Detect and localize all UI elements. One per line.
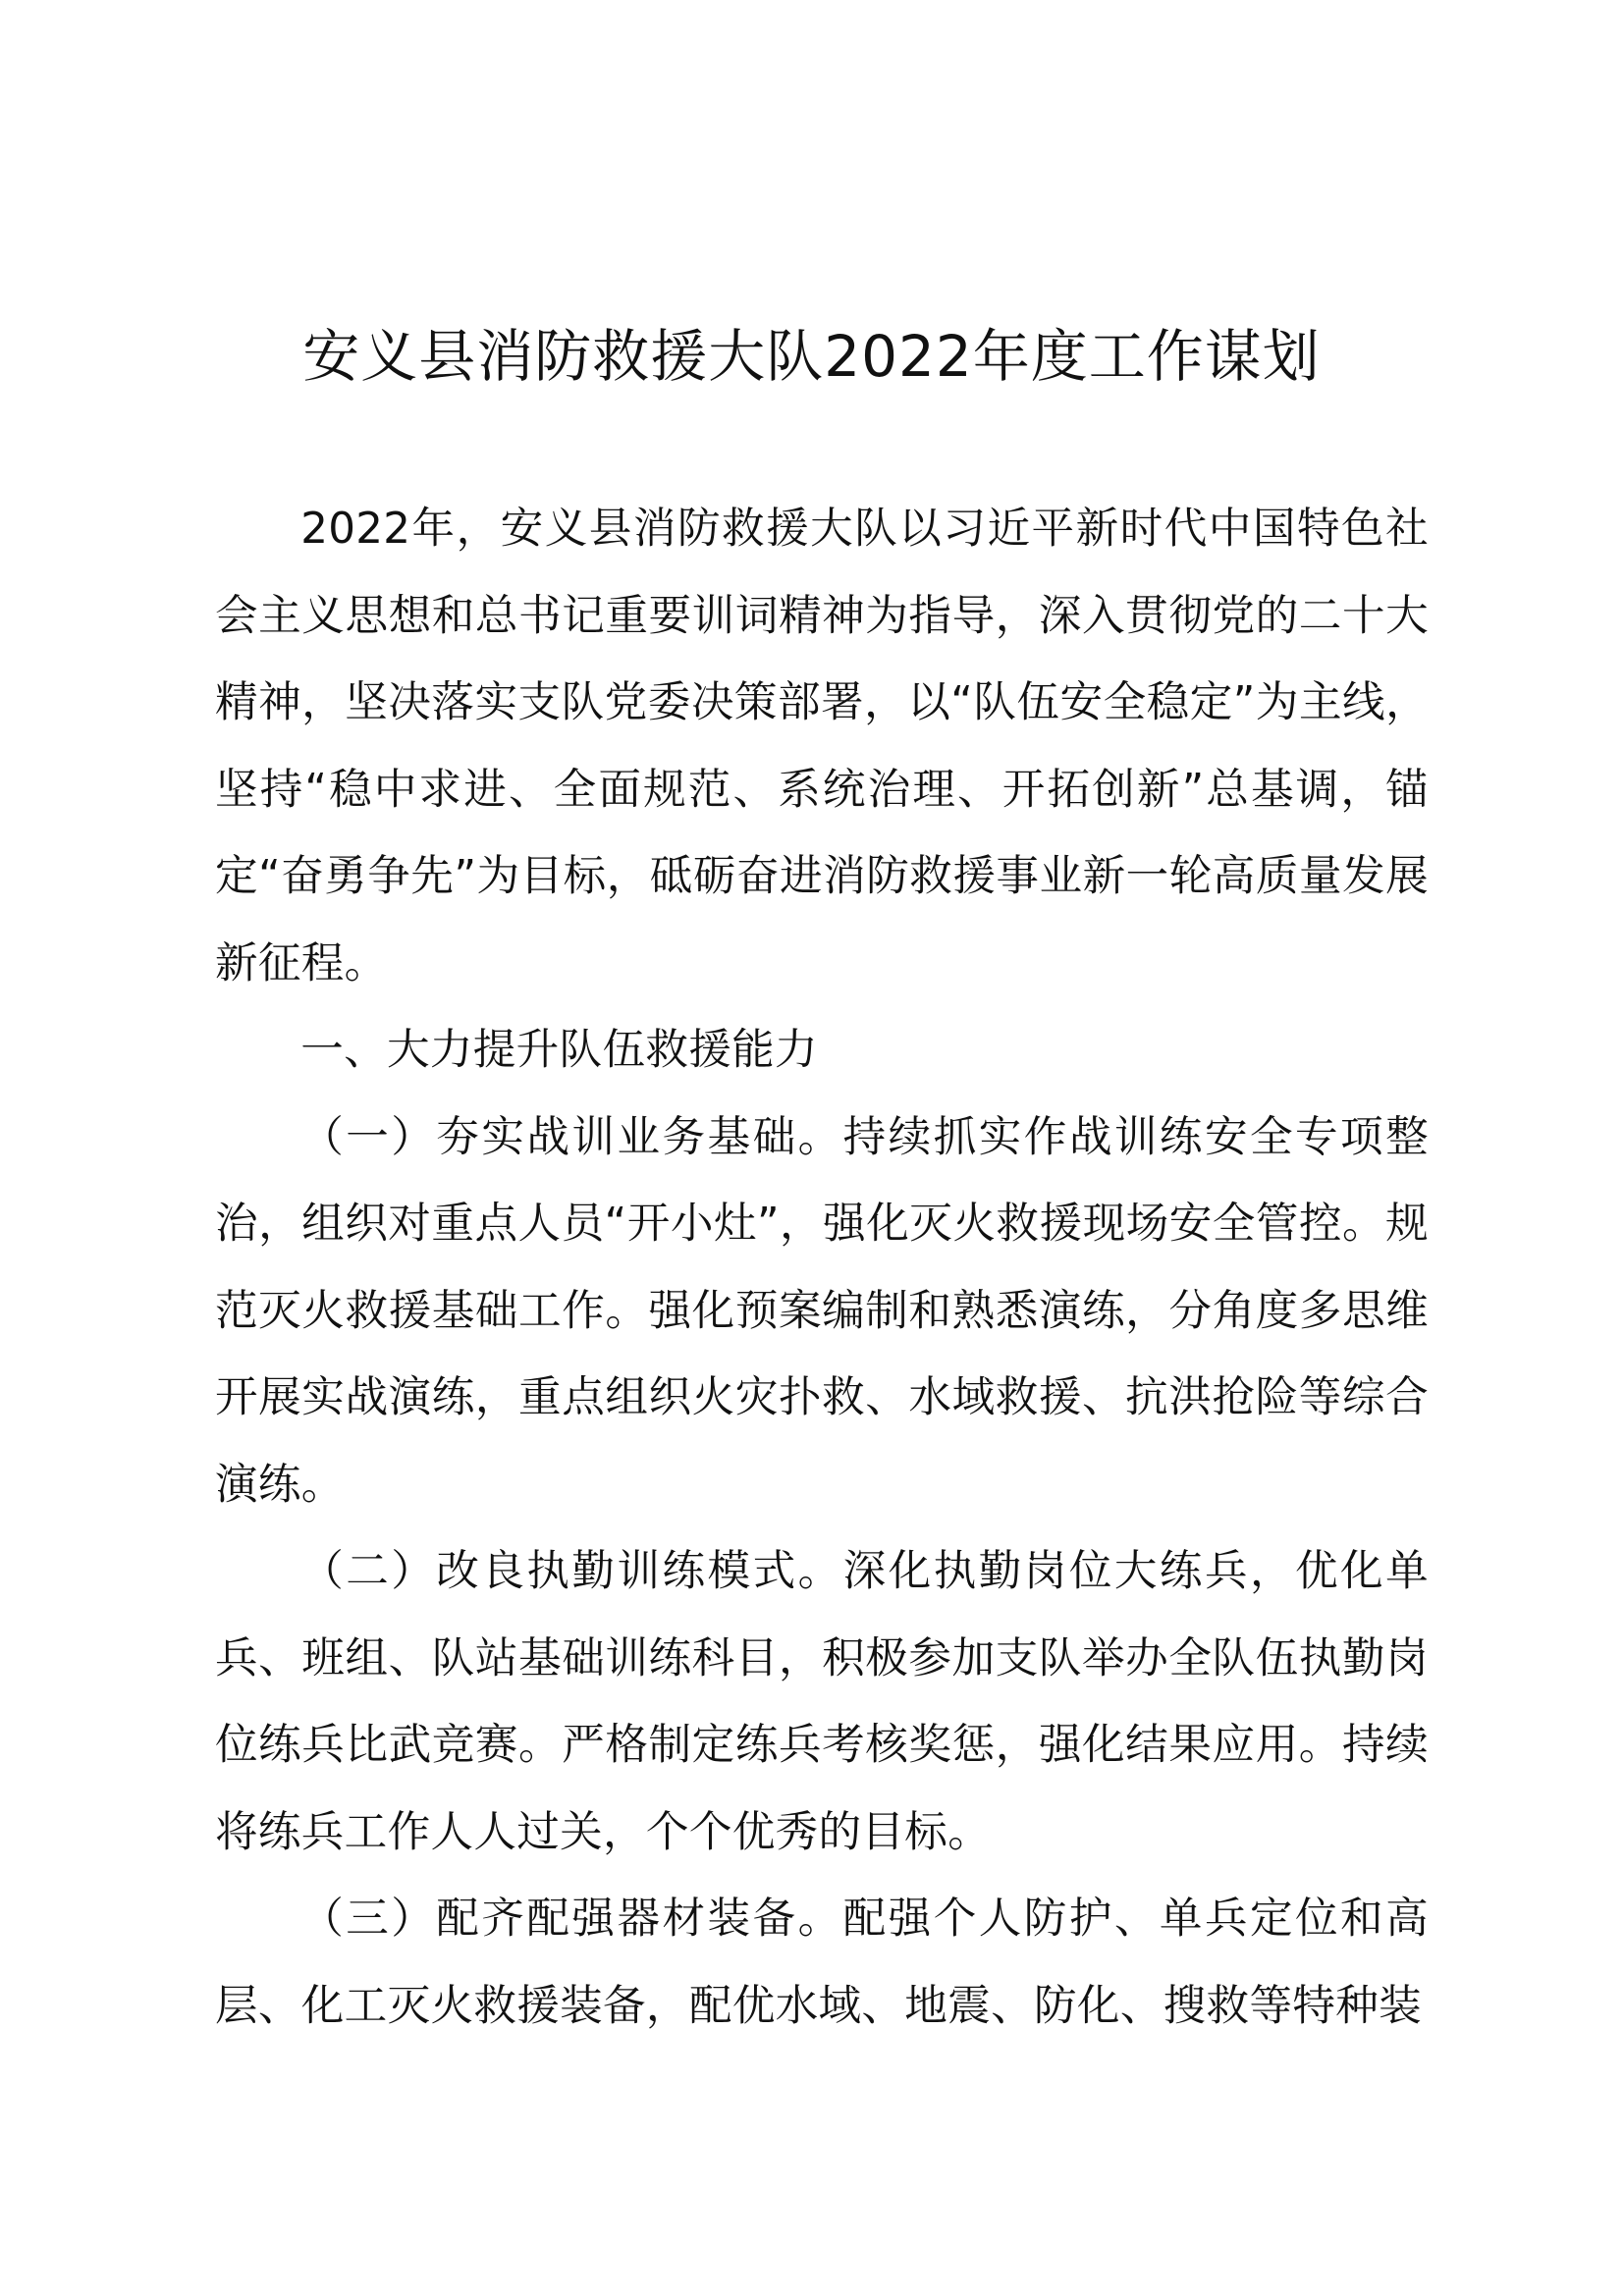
item-lead: （二）改良执勤训练模式。 (300, 1547, 843, 1596)
document-title: 安义县消防救援大队2022年度工作谋划 (302, 323, 1321, 390)
intro-paragraph: 2022年，安义县消防救援大队以习近平新时代中国特色社会主义思想和总书记重要训词精神为指导，深入贯彻党的二十大精神，坚决落实支队党委决策部署，以“队伍安全稳定”为主线，坚持“稳中求进、全面规范、系统治理、开拓创新”总基调，锚定“奋勇争先”为目标，砥砺奋进消防救援事业新一轮高质量发展新征程。 (215, 505, 1429, 988)
section-heading: 一、大力提升队伍救援能力 (300, 1026, 818, 1075)
item-text: 配强个人防护、单兵定位和高层、化工灭火救援装备，配优水域、地震、防化、搜救等特种装 (215, 1895, 1429, 2031)
document-body (215, 486, 1429, 2050)
item-text: 深化执勤岗位大练兵，优化单兵、班组、队站基础训练科目，积极参加支队举办全队伍执勤岗位练兵比武竞赛。严格制定练兵考核奖惩，强化结果应用。持续将练兵工作人人过关，个个优秀的目标。 (215, 1547, 1429, 1857)
item-lead: （三）配齐配强器材装备。 (300, 1895, 843, 1944)
item-paragraph (215, 1528, 1429, 1876)
item-paragraph (215, 1876, 1429, 2050)
item-lead: （一）夯实战训业务基础。 (300, 1112, 843, 1162)
item-paragraph (215, 1095, 1429, 1529)
item-text: 持续抓实作战训练安全专项整治，组织对重点人员“开小灶”，强化灭火救援现场安全管控。规范灭火救援基础工作。强化预案编制和熟悉演练，分角度多思维开展实战演练，重点组织火灾扑救、水域救援、抗洪抢险等综合演练。 (215, 1112, 1429, 1510)
